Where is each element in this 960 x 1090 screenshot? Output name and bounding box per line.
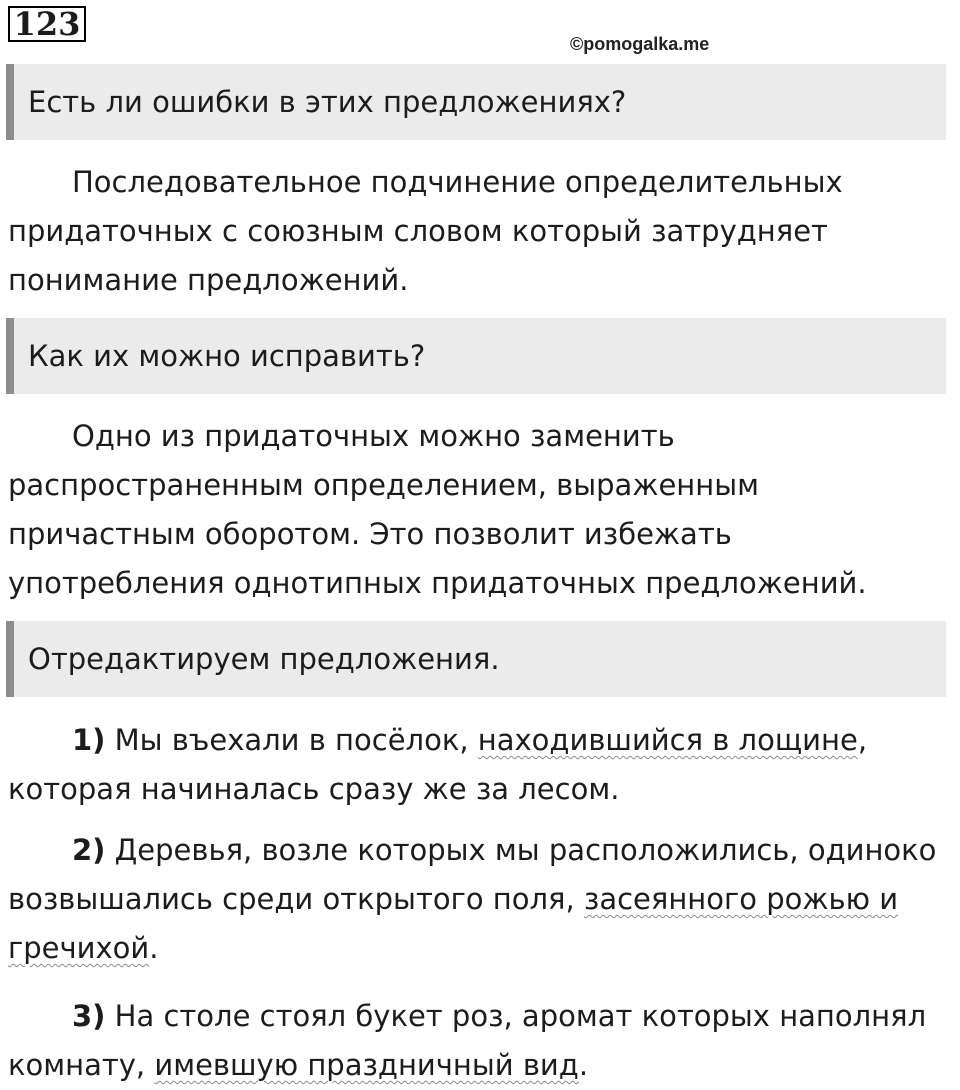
answer-1-line-2: придаточных с союзным словом который затрудняет: [8, 214, 828, 248]
item-2-text: Деревья, возле которых мы расположились, одиноко: [105, 833, 937, 867]
answer-2: [8, 412, 956, 608]
item-2-underlined-2: гречихой: [8, 931, 150, 965]
watermark: ©pomogalka.me: [570, 34, 710, 54]
item-2-number: 2): [72, 833, 106, 867]
item-3-text-2: комнату,: [8, 1048, 155, 1082]
answer-2-line-3: причастным оборотом. Это позволит избежать: [8, 517, 732, 551]
item-3-number: 3): [72, 999, 106, 1033]
item-2-line-3: [8, 924, 956, 973]
item-3-line-1: [8, 992, 956, 1041]
item-3-line-2: [8, 1041, 956, 1090]
question-3: Отредактируем предложения.: [6, 621, 946, 697]
item-1-line-2: которая начиналась сразу же за лесом.: [8, 772, 620, 806]
item-3-period: .: [578, 1048, 589, 1082]
answer-2-line-2: распространенным определением, выраженным: [8, 468, 759, 502]
item-1-line-1: [8, 716, 956, 765]
item-2-line-1: [8, 826, 956, 875]
question-2: Как их можно исправить?: [6, 318, 946, 394]
question-1: Есть ли ошибки в этих предложениях?: [6, 64, 946, 140]
item-2-line-2: [8, 875, 956, 924]
item-2-period: .: [149, 931, 159, 965]
item-3: [8, 992, 956, 1090]
item-1-comma: ,: [857, 723, 868, 757]
answer-1: [8, 158, 956, 305]
item-2-underlined: засеянного рожью и: [583, 882, 899, 916]
answer-1-line-3: понимание предложений.: [8, 263, 409, 297]
item-2-text-2: возвышались среди открытого поля,: [8, 882, 584, 916]
item-2: [8, 826, 956, 973]
answer-1-line-1: Последовательное подчинение определительных: [72, 165, 843, 199]
item-1-underlined: находившийся в лощине: [477, 723, 858, 757]
item-1-text: Мы въехали в посёлок,: [105, 723, 478, 757]
item-1-number: 1): [72, 723, 106, 757]
item-1: [8, 716, 956, 814]
answer-2-line-1: Одно из придаточных можно заменить: [72, 419, 675, 453]
answer-2-line-4: употребления однотипных придаточных предложений.: [8, 566, 867, 600]
item-3-underlined: имевшую праздничный вид: [154, 1048, 579, 1082]
task-number: 123: [8, 6, 86, 42]
item-3-text: На столе стоял букет роз, аромат которых наполнял: [105, 999, 927, 1033]
